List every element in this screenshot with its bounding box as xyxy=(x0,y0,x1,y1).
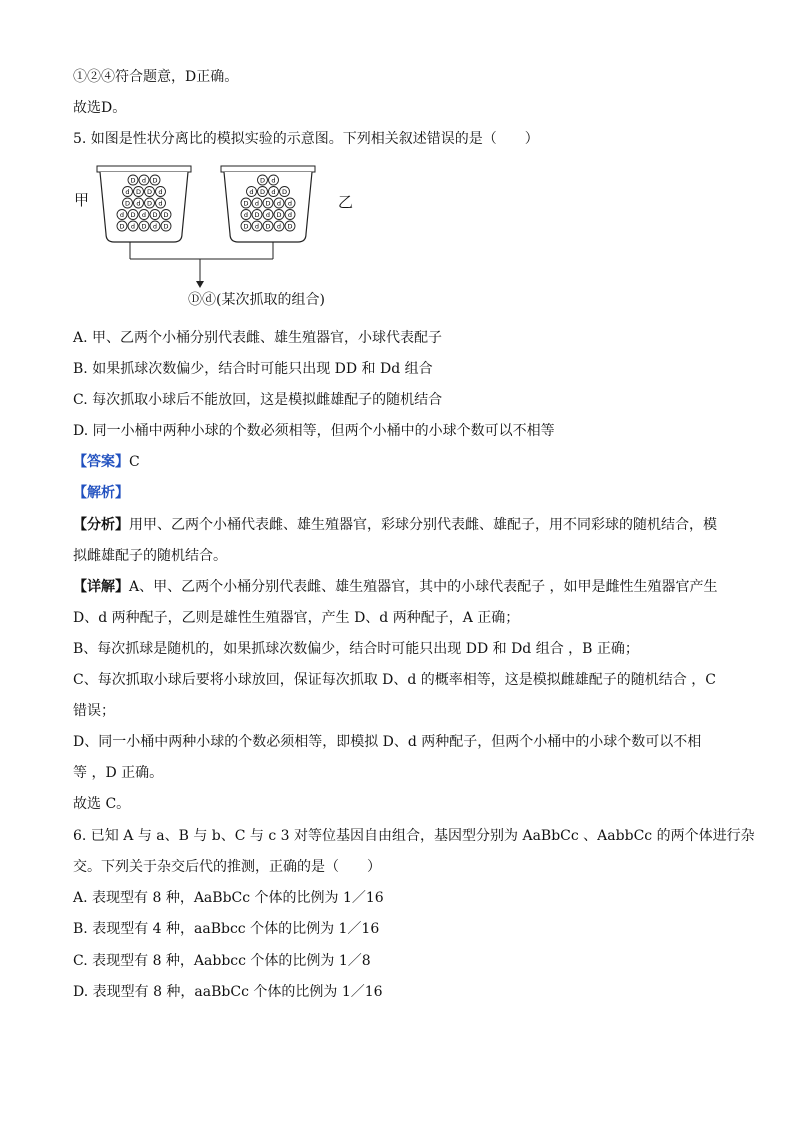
ball-label: d xyxy=(271,176,276,185)
ball-label: d xyxy=(254,222,260,231)
xiangjie-text-cont: D、同一小桶中两种小球的个数必须相等，即模拟 D、d 两种配子，但两个小桶中的小球个数可以不相 xyxy=(73,734,702,750)
ball-label: d xyxy=(276,222,282,231)
ball-label: d xyxy=(158,199,163,208)
xiangjie-text: A、甲、乙两个小桶分别代表雌、雄生殖器官，其中的小球代表配子 ，如甲是雌性生殖器官产生 xyxy=(129,579,718,595)
option-d: D. 同一小桶中两种小球的个数必须相等，但两个小桶中的小球个数可以不相等 xyxy=(73,423,555,439)
ball-label: D xyxy=(119,222,125,231)
ball-label: d xyxy=(136,199,141,208)
option-d: D. 表现型有 8 种，aaBbCc 个体的比例为 1／16 xyxy=(73,984,383,1000)
ball-label: d xyxy=(287,211,293,219)
ball-label: D xyxy=(163,211,169,219)
xiangjie-text-cont: C、每次抓取小球后要将小球放回，保证每次抓取 D、d 的概率相等，这是模拟雌雄配子的随机结合 ，C xyxy=(73,672,716,688)
xiangjie-text-cont: 等 ，D 正确。 xyxy=(73,765,164,781)
ball-label: D xyxy=(281,188,288,196)
text-line: ①②④符合题意，D正确。 xyxy=(73,69,239,85)
conclusion-line: 故选 C。 xyxy=(73,796,131,812)
xiangjie-text-cont: B、每次抓球是随机的，如果抓球次数偏少，结合时可能只出现 DD 和 Dd 组合 ，B 正确； xyxy=(73,641,639,657)
option-a: A. 甲、乙两个小桶分别代表雌、雄生殖器官，小球代表配子 xyxy=(73,330,443,346)
fenxi-text: 用甲、乙两个小桶代表雌、雄生殖器官，彩球分别代表雌、雄配子，用不同彩球的随机结合，模 xyxy=(129,517,717,533)
simulation-figure xyxy=(70,160,360,315)
xiangjie-text-cont: D、d 两种配子，乙则是雄性生殖器官，产生 D、d 两种配子，A 正确； xyxy=(73,610,520,626)
ball-label: D xyxy=(265,199,271,208)
answer-label: 【答案】 xyxy=(73,454,129,470)
option-c: C. 每次抓取小球后不能放回，这是模拟雌雄配子的随机结合 xyxy=(73,392,443,408)
fenxi-line xyxy=(73,516,717,534)
ball-label: d xyxy=(125,188,130,196)
bucket-left xyxy=(97,166,191,242)
ball-label: D xyxy=(152,211,158,219)
ball-label: d xyxy=(119,211,125,219)
answer-value: C xyxy=(129,454,140,470)
ball-label: D xyxy=(265,222,271,231)
answer-line xyxy=(73,453,140,471)
ball-label: D xyxy=(259,188,266,196)
ball-label: d xyxy=(141,176,147,185)
ball-label: D xyxy=(163,222,169,231)
ball-label: d xyxy=(287,199,293,208)
ball-label: d xyxy=(152,222,158,231)
fenxi-label: 【分析】 xyxy=(73,517,129,533)
ball-label: D xyxy=(130,211,136,219)
ball-label: D xyxy=(152,176,158,185)
ball-label: D xyxy=(124,199,131,208)
xiangjie-text-cont: 错误； xyxy=(73,703,115,719)
option-a: A. 表现型有 8 种，AaBbCc 个体的比例为 1／16 xyxy=(73,890,384,906)
ball-label: D xyxy=(276,211,282,219)
question-6-stem: 6. 已知 A 与 a、B 与 b、C 与 c 3 对等位基因自由组合，基因型分别为 AaBbCc 、AabbCc 的两个体进行杂 xyxy=(73,828,755,844)
bucket-label-right: 乙 xyxy=(338,193,354,211)
arrow-head-icon xyxy=(196,281,204,288)
option-c: C. 表现型有 8 种，Aabbcc 个体的比例为 1／8 xyxy=(73,953,371,969)
ball-label: d xyxy=(265,211,271,219)
xiangjie-label: 【详解】 xyxy=(73,579,129,595)
figure-caption: Ⓓⓓ(某次抓取的组合) xyxy=(188,292,325,308)
ball-label: d xyxy=(249,188,254,196)
ball-label: D xyxy=(141,222,147,231)
ball-label: D xyxy=(135,188,142,196)
ball-label: d xyxy=(130,222,136,231)
option-b: B. 如果抓球次数偏少，结合时可能只出现 DD 和 Dd 组合 xyxy=(73,361,433,377)
text-line: 故选D。 xyxy=(73,100,127,116)
ball-label: D xyxy=(146,188,153,196)
ball-label: d xyxy=(141,211,147,219)
ball-label: D xyxy=(146,199,153,208)
fenxi-text-cont: 拟雌雄配子的随机结合。 xyxy=(73,548,227,564)
bucket-diagram xyxy=(70,160,360,290)
ball-label: D xyxy=(259,176,266,185)
ball-label: D xyxy=(243,199,249,208)
ball-label: d xyxy=(276,199,282,208)
ball-label: d xyxy=(271,188,276,196)
analysis-line xyxy=(73,484,129,502)
xiangjie-line xyxy=(73,578,718,596)
bucket-right xyxy=(221,166,315,242)
question-6-stem-cont: 交。下列关于杂交后代的推测，正确的是（ ） xyxy=(73,859,381,875)
bucket-label-left: 甲 xyxy=(74,191,90,209)
ball-label: D xyxy=(254,211,260,219)
ball-label: d xyxy=(158,188,163,196)
option-b: B. 表现型有 4 种，aaBbcc 个体的比例为 1／16 xyxy=(73,921,380,937)
ball-label: D xyxy=(130,176,136,185)
ball-label: d xyxy=(243,211,249,219)
ball-label: D xyxy=(243,222,249,231)
question-5-stem: 5. 如图是性状分离比的模拟实验的示意图。下列相关叙述错误的是（ ） xyxy=(73,131,539,147)
ball-label: D xyxy=(287,222,293,231)
ball-label: d xyxy=(254,199,260,208)
analysis-label: 【解析】 xyxy=(73,485,129,501)
